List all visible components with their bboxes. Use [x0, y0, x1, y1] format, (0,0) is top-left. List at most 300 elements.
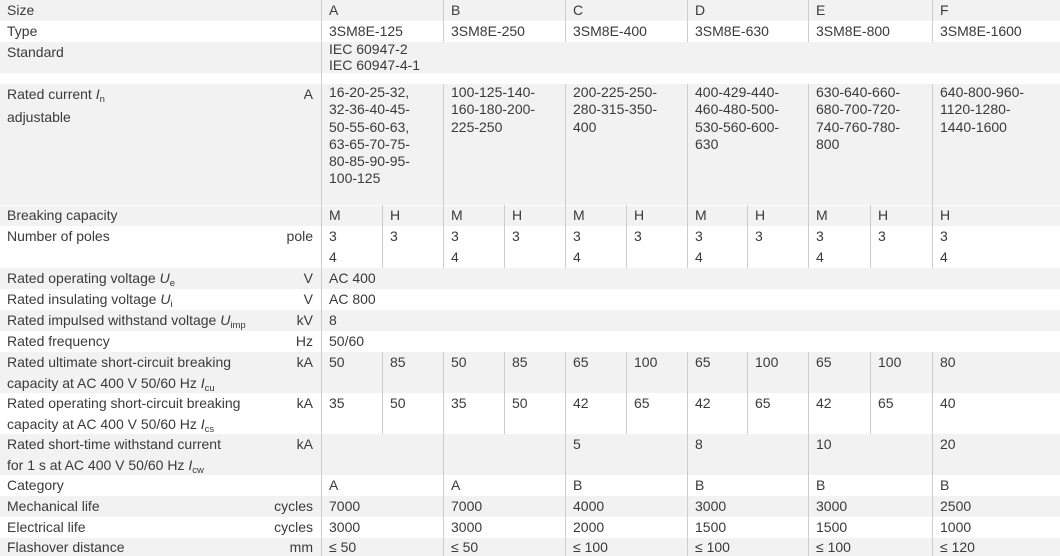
cell-value: 50 — [390, 395, 406, 411]
unit-label: V — [303, 291, 313, 307]
cell-icw-1 — [443, 434, 565, 475]
cell-size-3 — [687, 0, 808, 21]
cell-value: 65 — [573, 354, 589, 370]
cell-rated_current-2 — [565, 84, 687, 205]
unit-label: cycles — [274, 498, 313, 514]
cell-value: 100 — [634, 354, 658, 370]
cell-category-5 — [932, 475, 1060, 496]
cell-value: 65 — [695, 354, 711, 370]
cell-size-2 — [565, 0, 687, 21]
cell-value: 3000 — [816, 498, 848, 514]
row-mech — [0, 496, 1060, 517]
label-segment: adjustable — [7, 109, 71, 125]
cell-value: H — [390, 207, 401, 223]
cell-value: 160-180-200- — [451, 101, 536, 118]
cell-value: 3SM8E-400 — [573, 23, 647, 39]
cell-value: H — [512, 207, 523, 223]
row-label-poles — [0, 226, 321, 268]
cell-type-0 — [321, 21, 443, 42]
cell-value: 7000 — [329, 498, 361, 514]
row-label-mech — [0, 496, 321, 517]
unit-label: pole — [286, 228, 313, 244]
cell-icw-2 — [565, 434, 687, 475]
row-category — [0, 475, 1060, 496]
cell-flash-5 — [932, 538, 1060, 556]
cell-value: M — [816, 207, 828, 223]
cell-mech-4 — [808, 496, 932, 517]
cell-value: M — [329, 207, 341, 223]
cell-value: 3SM8E-630 — [695, 23, 769, 39]
row-size — [0, 0, 1060, 21]
cell-value: 3000 — [451, 519, 483, 535]
cell-type-1 — [443, 21, 565, 42]
cell-value: ≤ 100 — [573, 539, 608, 555]
cell-ics-4 — [565, 393, 626, 434]
cell-breaking-6 — [687, 205, 747, 226]
cell-type-3 — [687, 21, 808, 42]
cell-ics-7 — [747, 393, 808, 434]
label-segment: for 1 s at AC 400 V 50/60 Hz — [7, 456, 189, 473]
cell-ics-5 — [626, 393, 687, 434]
cell-icu-5 — [626, 352, 687, 393]
label-line — [7, 496, 274, 517]
label-segment: I — [188, 456, 193, 473]
label-segment: i — [170, 299, 173, 310]
cell-value: 1500 — [695, 519, 727, 535]
label-segment: Rated insulating voltage — [7, 291, 161, 307]
cell-value: 63-65-70-75- — [329, 135, 410, 152]
cell-ics-10 — [932, 393, 1060, 434]
cell-value: ≤ 50 — [451, 539, 479, 555]
label-segment: Rated current — [7, 86, 96, 102]
cell-breaking-7 — [747, 205, 808, 226]
cell-ics-1 — [382, 393, 443, 434]
cell-value: E — [816, 2, 826, 18]
cell-value: M — [573, 207, 585, 223]
cell-value: 42 — [816, 395, 832, 411]
cell-uimp-0 — [321, 310, 1060, 331]
cell-standard-0 — [321, 42, 1060, 73]
label-line — [7, 517, 274, 538]
row-ics — [0, 393, 1060, 434]
cell-icw-4 — [808, 434, 932, 475]
cell-value: 3 — [878, 228, 886, 244]
cell-value: H — [634, 207, 645, 223]
cell-poles-5 — [626, 226, 687, 268]
cell-poles-7 — [747, 226, 808, 268]
row-label-uimp — [0, 310, 321, 331]
row-breaking — [0, 205, 1060, 226]
cell-elec-5 — [932, 517, 1060, 538]
cell-value: 4 — [816, 249, 824, 265]
cell-value: 3000 — [329, 519, 361, 535]
label-line — [7, 434, 297, 455]
cell-type-4 — [808, 21, 932, 42]
label-segment: Rated impulsed withstand voltage — [7, 312, 221, 328]
cell-icu-3 — [504, 352, 565, 393]
cell-poles-1 — [382, 226, 443, 268]
cell-rated_current-4 — [808, 84, 932, 205]
label-segment: capacity at AC 400 V 50/60 Hz — [7, 415, 201, 432]
cell-rated_current-3 — [687, 84, 808, 205]
row-label-category — [0, 475, 321, 496]
unit-label: mm — [289, 539, 313, 555]
cell-mech-3 — [687, 496, 808, 517]
cell-icu-10 — [932, 352, 1060, 393]
cell-ics-6 — [687, 393, 747, 434]
label-segment: Size — [7, 2, 35, 18]
cell-value: D — [695, 2, 706, 18]
cell-value: 640-800-960- — [940, 84, 1025, 100]
cell-poles-9 — [870, 226, 932, 268]
label-line — [7, 107, 304, 128]
cell-value: 630-640-660- — [816, 84, 901, 100]
label-line — [7, 475, 321, 496]
row-type — [0, 21, 1060, 42]
cell-value: AC 800 — [329, 291, 376, 307]
label-segment: e — [169, 278, 175, 289]
cell-value: 8 — [695, 436, 703, 452]
cell-value: 225-250 — [451, 118, 503, 135]
row-rated_current — [0, 84, 1060, 205]
cell-icw-3 — [687, 434, 808, 475]
row-freq — [0, 331, 1060, 352]
cell-value: 50 — [512, 395, 528, 411]
cell-value: 3 — [695, 228, 703, 244]
cell-value: H — [940, 207, 951, 223]
label-segment: imp — [230, 320, 246, 331]
cell-icw-0 — [321, 434, 443, 475]
cell-mech-5 — [932, 496, 1060, 517]
unit-label: kA — [296, 395, 313, 411]
label-line — [7, 21, 321, 42]
cell-size-0 — [321, 0, 443, 21]
label-line — [7, 0, 321, 21]
row-label-flash — [0, 538, 321, 556]
cell-rated_current-0 — [321, 84, 443, 205]
cell-value: 32-36-40-45- — [329, 101, 410, 118]
cell-poles-3 — [504, 226, 565, 268]
label-line — [7, 226, 287, 247]
row-label-size — [0, 0, 321, 21]
label-segment: I — [200, 415, 205, 432]
cell-ics-2 — [443, 393, 504, 434]
unit-label: A — [303, 86, 313, 102]
cell-icu-7 — [747, 352, 808, 393]
cell-value: IEC 60947-2 — [329, 42, 408, 57]
row-label-spacer — [0, 73, 321, 84]
cell-value: 3 — [573, 228, 581, 244]
cell-value: 3SM8E-125 — [329, 23, 403, 39]
unit-label: cycles — [274, 519, 313, 535]
cell-value: 530-560-600- — [695, 118, 780, 135]
label-segment: I — [95, 86, 100, 102]
cell-poles-10 — [932, 226, 1060, 268]
row-label-icu — [0, 352, 321, 393]
cell-value: 50-55-60-63, — [329, 118, 410, 135]
label-line — [7, 352, 297, 373]
cell-value: 3 — [755, 228, 763, 244]
cell-elec-2 — [565, 517, 687, 538]
label-segment: Rated operating voltage — [7, 270, 160, 286]
cell-value: 1500 — [816, 519, 848, 535]
cell-rated_current-5 — [932, 84, 1060, 205]
cell-value: 20 — [940, 436, 956, 452]
cell-poles-6 — [687, 226, 747, 268]
cell-ics-8 — [808, 393, 870, 434]
cell-value: 50/60 — [329, 333, 365, 349]
cell-value: 740-760-780- — [816, 118, 901, 135]
row-flash — [0, 538, 1060, 556]
cell-breaking-9 — [870, 205, 932, 226]
cell-icu-4 — [565, 352, 626, 393]
cell-value: B — [816, 477, 826, 493]
cell-value: F — [940, 2, 949, 18]
label-segment: Category — [7, 477, 64, 493]
label-segment: Flashover distance — [7, 539, 125, 555]
cell-value: B — [573, 477, 583, 493]
cell-value: 40 — [940, 395, 956, 411]
cell-ics-3 — [504, 393, 565, 434]
cell-elec-1 — [443, 517, 565, 538]
label-segment: Electrical life — [7, 519, 86, 535]
cell-value: 42 — [573, 395, 589, 411]
label-line — [7, 205, 321, 226]
cell-size-1 — [443, 0, 565, 21]
cell-value: 16-20-25-32, — [329, 84, 410, 100]
cell-value: 2500 — [940, 498, 972, 514]
cell-value: 3000 — [695, 498, 727, 514]
cell-value: 460-480-500- — [695, 101, 780, 118]
cell-value: 630 — [695, 135, 719, 152]
cell-value: ≤ 100 — [816, 539, 851, 555]
cell-value: 280-315-350- — [573, 101, 658, 118]
label-segment: cw — [192, 464, 204, 476]
row-label-elec — [0, 517, 321, 538]
cell-category-0 — [321, 475, 443, 496]
row-label-freq — [0, 331, 321, 352]
cell-category-4 — [808, 475, 932, 496]
cell-value: B — [451, 2, 461, 18]
label-segment: cu — [204, 382, 215, 394]
cell-value: 8 — [329, 312, 337, 328]
cell-value: 4 — [940, 249, 948, 265]
label-segment: cs — [204, 423, 215, 435]
cell-flash-4 — [808, 538, 932, 556]
row-label-icw — [0, 434, 321, 475]
cell-value: ≤ 120 — [940, 539, 975, 555]
row-spacer — [0, 73, 1060, 84]
cell-ue-0 — [321, 268, 1060, 289]
cell-value: IEC 60947-4-1 — [329, 56, 421, 73]
cell-ui-0 — [321, 289, 1060, 310]
label-segment: I — [200, 374, 205, 391]
cell-value: 65 — [634, 395, 650, 411]
label-segment: capacity at AC 400 V 50/60 Hz — [7, 374, 201, 391]
cell-value: 4000 — [573, 498, 605, 514]
cell-flash-0 — [321, 538, 443, 556]
row-ue — [0, 268, 1060, 289]
cell-value: 35 — [451, 395, 467, 411]
cell-value: 3 — [390, 228, 398, 244]
label-segment: Rated frequency — [7, 333, 110, 349]
cell-freq-0 — [321, 331, 1060, 352]
cell-value: 4 — [695, 249, 703, 265]
row-uimp — [0, 310, 1060, 331]
cell-value: 1000 — [940, 519, 972, 535]
cell-value: 65 — [816, 354, 832, 370]
cell-icu-0 — [321, 352, 382, 393]
cell-value: 50 — [329, 354, 345, 370]
row-elec — [0, 517, 1060, 538]
cell-value: 7000 — [451, 498, 483, 514]
cell-icu-1 — [382, 352, 443, 393]
cell-value: 680-700-720- — [816, 101, 901, 118]
cell-value: 100-125 — [329, 170, 381, 187]
cell-breaking-0 — [321, 205, 382, 226]
cell-value: 2000 — [573, 519, 605, 535]
cell-value: B — [940, 477, 950, 493]
cell-size-5 — [932, 0, 1060, 21]
cell-icu-8 — [808, 352, 870, 393]
label-line — [7, 538, 290, 556]
cell-value: 5 — [573, 436, 581, 452]
cell-value: 80 — [940, 354, 956, 370]
label-segment: Number of poles — [7, 228, 110, 244]
cell-value: 400 — [573, 118, 597, 135]
cell-value: 3 — [816, 228, 824, 244]
cell-type-2 — [565, 21, 687, 42]
cell-value: 1440-1600 — [940, 118, 1007, 135]
label-line — [7, 310, 297, 333]
row-label-breaking — [0, 205, 321, 226]
row-standard — [0, 42, 1060, 73]
cell-value: 3 — [634, 228, 642, 244]
unit-label: kA — [296, 436, 313, 452]
cell-flash-3 — [687, 538, 808, 556]
row-label-standard — [0, 42, 321, 73]
cell-value: 100-125-140- — [451, 84, 536, 100]
cell-value: 80-85-90-95- — [329, 153, 410, 170]
cell-elec-0 — [321, 517, 443, 538]
cell-poles-8 — [808, 226, 870, 268]
cell-value: 100 — [878, 354, 902, 370]
cell-value: AC 400 — [329, 270, 376, 286]
row-poles — [0, 226, 1060, 268]
cell-breaking-3 — [504, 205, 565, 226]
row-icw — [0, 434, 1060, 475]
cell-breaking-1 — [382, 205, 443, 226]
cell-ics-0 — [321, 393, 382, 434]
cell-value: A — [329, 2, 339, 18]
cell-value: C — [573, 2, 584, 18]
label-line — [7, 393, 297, 414]
label-segment: U — [159, 270, 170, 286]
cell-poles-2 — [443, 226, 504, 268]
cell-value: 35 — [329, 395, 345, 411]
label-segment: Rated short-time withstand current — [7, 436, 221, 452]
cell-category-2 — [565, 475, 687, 496]
cell-value: A — [451, 477, 461, 493]
cell-value: 65 — [878, 395, 894, 411]
cell-breaking-5 — [626, 205, 687, 226]
cell-value: 1120-1280- — [940, 101, 1011, 118]
cell-value: 85 — [390, 354, 406, 370]
cell-icu-9 — [870, 352, 932, 393]
label-segment: Breaking capacity — [7, 207, 118, 223]
cell-value: 42 — [695, 395, 711, 411]
cell-mech-1 — [443, 496, 565, 517]
cell-poles-0 — [321, 226, 382, 268]
cell-breaking-4 — [565, 205, 626, 226]
cell-value: 50 — [451, 354, 467, 370]
cell-value: 4 — [329, 249, 337, 265]
cell-poles-4 — [565, 226, 626, 268]
cell-value: ≤ 50 — [329, 539, 357, 555]
cell-value: H — [755, 207, 766, 223]
cell-value: B — [695, 477, 705, 493]
cell-flash-1 — [443, 538, 565, 556]
cell-value: 10 — [816, 436, 832, 452]
cell-breaking-10 — [932, 205, 1060, 226]
cell-value: 3 — [512, 228, 520, 244]
cell-icu-6 — [687, 352, 747, 393]
row-label-rated_current — [0, 84, 321, 205]
unit-label: kV — [296, 312, 313, 328]
cell-value: 3SM8E-800 — [816, 23, 890, 39]
cell-value: 65 — [755, 395, 771, 411]
cell-mech-2 — [565, 496, 687, 517]
label-line — [7, 84, 304, 107]
cell-value: 3SM8E-1600 — [940, 23, 1022, 39]
label-segment: Rated ultimate short-circuit breaking — [7, 354, 232, 370]
cell-value: H — [878, 207, 889, 223]
row-label-ue — [0, 268, 321, 289]
unit-label: Hz — [295, 333, 313, 349]
cell-icw-5 — [932, 434, 1060, 475]
cell-category-3 — [687, 475, 808, 496]
label-line — [7, 268, 304, 291]
row-label-ui — [0, 289, 321, 310]
label-segment: Type — [7, 23, 38, 39]
row-ui — [0, 289, 1060, 310]
cell-icu-2 — [443, 352, 504, 393]
cell-value: 3 — [329, 228, 337, 244]
cell-category-1 — [443, 475, 565, 496]
unit-label: V — [303, 270, 313, 286]
cell-value: M — [451, 207, 463, 223]
label-segment: Mechanical life — [7, 498, 100, 514]
row-icu — [0, 352, 1060, 393]
cell-elec-3 — [687, 517, 808, 538]
cell-type-5 — [932, 21, 1060, 42]
cell-value: 800 — [816, 135, 840, 152]
row-label-type — [0, 21, 321, 42]
cell-value: A — [329, 477, 339, 493]
cell-size-4 — [808, 0, 932, 21]
cell-breaking-8 — [808, 205, 870, 226]
cell-mech-0 — [321, 496, 443, 517]
cell-value: ≤ 100 — [695, 539, 730, 555]
cell-rated_current-1 — [443, 84, 565, 205]
label-segment: Rated operating short-circuit breaking — [7, 395, 241, 411]
unit-label: kA — [296, 354, 313, 370]
cell-value: 3 — [940, 228, 948, 244]
label-line — [7, 42, 321, 63]
label-line — [7, 331, 296, 352]
label-segment: U — [160, 291, 171, 307]
cell-value: M — [695, 207, 707, 223]
